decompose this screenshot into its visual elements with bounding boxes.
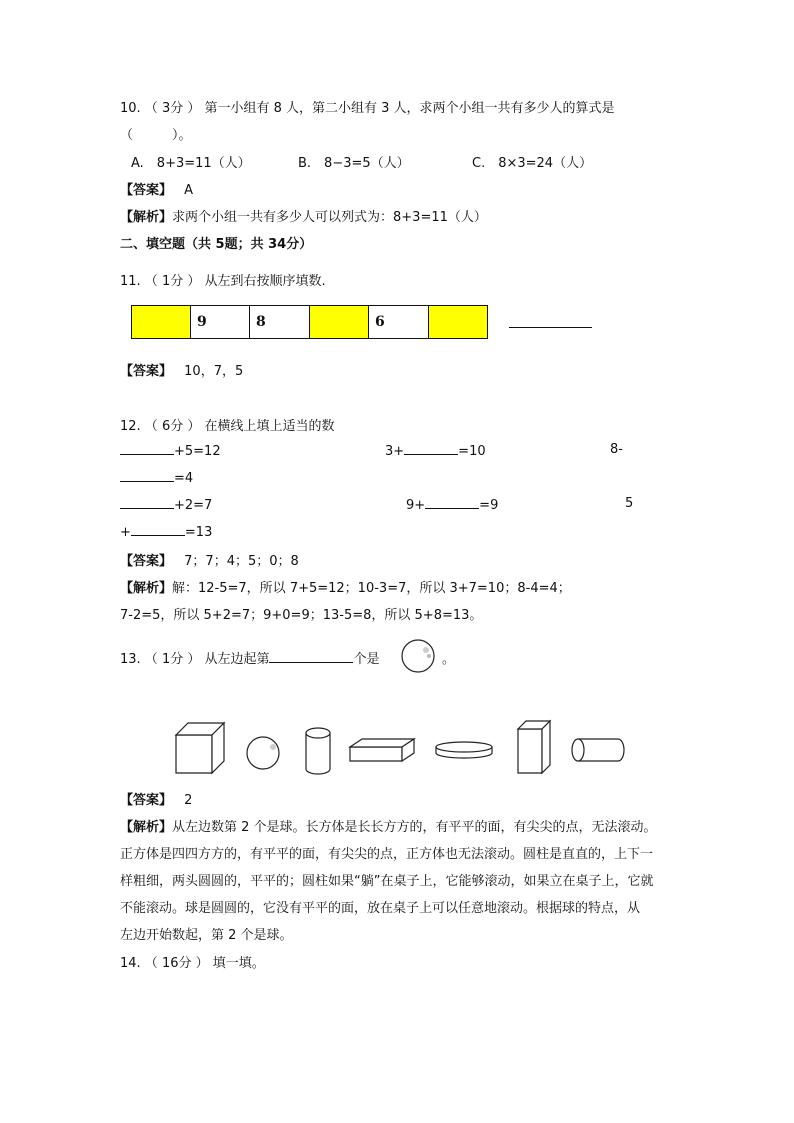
q13-analysis-3: 样粗细，两头圆圆的，平平的；圆柱如果“躺”在桌子上，它能够滚动，如果立在桌子上，它就 xyxy=(120,874,654,889)
fill-row-2 xyxy=(120,469,193,486)
equation-text: =13 xyxy=(184,525,213,540)
fill-row-1a xyxy=(120,442,221,459)
cell-value: 8 xyxy=(256,314,266,330)
cylinder-lying-icon xyxy=(572,739,624,761)
fill-row-4 xyxy=(120,523,212,540)
equation-text: =4 xyxy=(174,471,194,486)
q10-stem: 10. （ 3分 ） 第一小组有 8 人，第二小组有 3 人，求两个小组一共有多少人的算式是 xyxy=(120,101,615,116)
sphere-icon xyxy=(400,638,440,674)
equation-text: + xyxy=(120,525,131,540)
blank-line xyxy=(120,442,174,455)
analysis-label: 【解析】 xyxy=(120,581,173,596)
answer-label: 【答案】 xyxy=(120,554,173,569)
q11-answer xyxy=(120,360,243,379)
stem-text: 13. （ 1分 ） 从左边起第 xyxy=(120,652,270,667)
q10-blank: （ ）。 xyxy=(120,128,192,143)
answer-label: 【答案】 xyxy=(120,183,173,198)
number-cell xyxy=(190,305,250,339)
number-cell xyxy=(131,305,191,339)
sphere-icon xyxy=(247,737,279,769)
q12-analysis-1 xyxy=(120,577,571,596)
cell-value: 9 xyxy=(197,314,207,330)
answer-text: 7；7；4；5；0；8 xyxy=(184,554,299,569)
analysis-text: 求两个小组一共有多少人可以列式为：8+3=11（人） xyxy=(172,210,487,225)
q13-stem xyxy=(120,648,380,667)
fill-row-3b xyxy=(406,496,498,513)
cylinder-upright-icon xyxy=(306,728,330,774)
q14-stem: 14. （ 16分 ） 填一填。 xyxy=(120,956,265,971)
analysis-text: 解：12-5=7，所以 7+5=12；10-3=7，所以 3+7=10；8-4=4； xyxy=(172,581,571,596)
disc-cylinder-icon xyxy=(436,742,492,758)
q10-option-b: B. 8−3=5（人） xyxy=(298,156,410,171)
answer-label: 【答案】 xyxy=(120,364,173,379)
q13-analysis-4: 不能滚动。球是圆圆的，它没有平平的面，放在桌子上可以任意地滚动。根据球的特点，从 xyxy=(120,901,641,916)
cube-icon xyxy=(176,723,224,773)
q13-stem-end: 。 xyxy=(442,652,456,667)
q12-answer xyxy=(120,550,299,569)
blank-line xyxy=(404,442,458,455)
q10-option-c: C. 8×3=24（人） xyxy=(472,156,593,171)
equation-text: +2=7 xyxy=(174,498,213,513)
fill-row-3a xyxy=(120,496,212,513)
answer-text: 2 xyxy=(184,793,193,808)
number-cell xyxy=(368,305,429,339)
blank-line xyxy=(120,469,174,482)
answer-text: A xyxy=(184,183,194,198)
q12-stem: 12. （ 6分 ） 在横线上填上适当的数 xyxy=(120,419,335,434)
number-cell xyxy=(309,305,369,339)
q13-analysis-1 xyxy=(120,816,657,835)
q10-analysis xyxy=(120,206,487,225)
q13-answer xyxy=(120,789,192,808)
q10-option-a: A. 8+3=11（人） xyxy=(131,156,251,171)
stem-text: 个是 xyxy=(353,652,380,667)
blank-line xyxy=(269,650,353,663)
solid-shapes xyxy=(170,715,640,780)
q12-analysis-2: 7-2=5，所以 5+2=7；9+0=9；13-5=8，所以 5+8=13。 xyxy=(120,608,483,623)
analysis-text: 从左边数第 2 个是球。长方体是长长方方的，有平平的面，有尖尖的点，无法滚动。 xyxy=(172,820,657,835)
blank-line xyxy=(131,523,185,536)
cuboid-flat-icon xyxy=(350,739,414,761)
section-heading: 二、填空题（共 5题；共 34分） xyxy=(120,237,313,252)
q11-stem: 11. （ 1分 ） 从左到右按顺序填数. xyxy=(120,274,326,289)
fill-row-3c: 5 xyxy=(625,496,634,511)
equation-text: 3+ xyxy=(385,444,405,459)
answer-text: 10，7，5 xyxy=(184,364,244,379)
fill-row-1c: 8- xyxy=(610,442,623,457)
q10-answer xyxy=(120,179,193,198)
number-cell xyxy=(428,305,488,339)
equation-text: =9 xyxy=(479,498,499,513)
analysis-label: 【解析】 xyxy=(120,820,173,835)
equation-text: =10 xyxy=(458,444,486,459)
blank-line xyxy=(120,496,174,509)
answer-label: 【答案】 xyxy=(120,793,173,808)
q13-analysis-2: 正方体是四四方方的，有平平的面，有尖尖的点，正方体也无法滚动。圆柱是直直的，上下一 xyxy=(120,847,654,862)
equation-text: 9+ xyxy=(406,498,426,513)
answer-line xyxy=(509,327,592,328)
analysis-label: 【解析】 xyxy=(120,210,173,225)
q13-analysis-5: 左边开始数起，第 2 个是球。 xyxy=(120,928,293,943)
blank-line xyxy=(425,496,479,509)
equation-text: +5=12 xyxy=(174,444,221,459)
number-cell xyxy=(249,305,310,339)
cuboid-upright-icon xyxy=(518,721,550,773)
cell-value: 6 xyxy=(375,314,385,330)
fill-row-1b xyxy=(385,442,486,459)
